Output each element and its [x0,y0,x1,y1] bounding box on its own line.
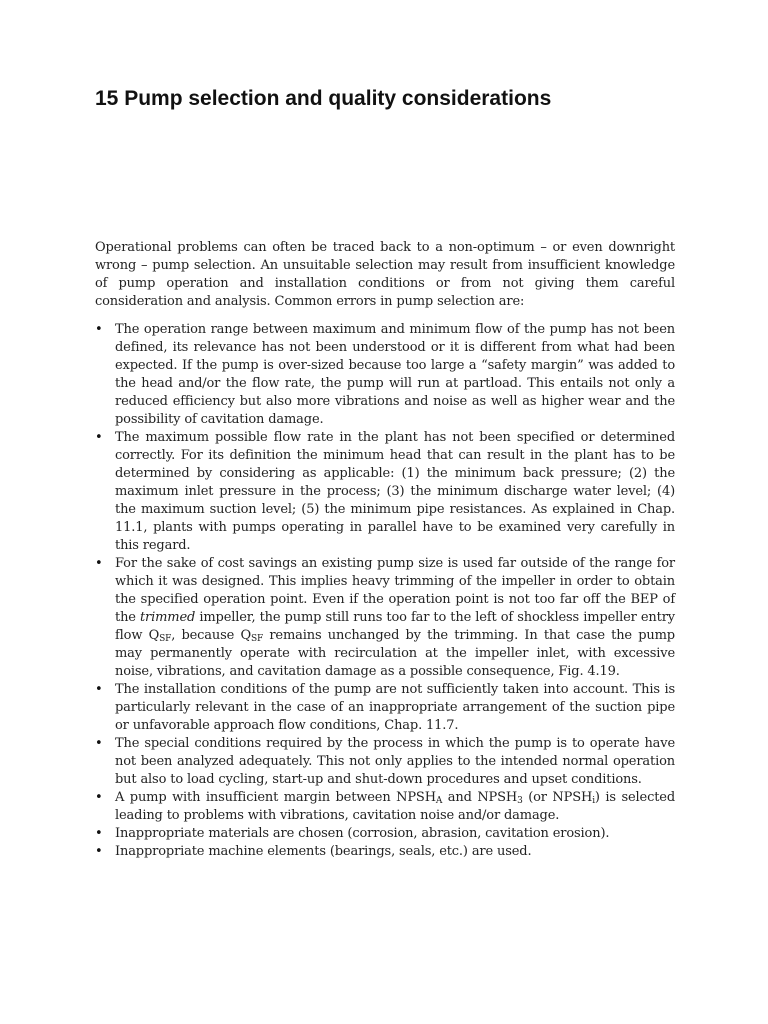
intro-paragraph: Operational problems can often be traced back to a non-optimum – or even downright wrong – pump selection. An unsuitable selection may result from insufficient knowledge of pump operation and installation conditions or from not giving them careful consideration and analysis. Common errors in pump selection are: [95,240,675,309]
subscript: i [592,796,595,806]
list-item-text: remains unchanged by the trimming. In that case the pump may permanently operate with recirculation at the impeller inlet, with excessive noise, vibrations, and cavitation damage as a possible consequence, Fig. 4.19. [115,628,675,679]
subscript: 3 [517,796,523,806]
list-item [95,429,675,555]
list-item [95,789,675,825]
list-item [95,321,675,429]
pump-selection-errors-list [95,321,675,861]
list-item-text: impeller, the pump still runs too far to the left of shockless impeller entry flow Q [115,610,675,643]
list-item-text: The operation range between maximum and minimum flow of the pump has not been defined, its relevance has not been understood or it is different from what had been expected. If the pump is over-sized because too large a “safety margin” was added to the head and/or the flow rate, the pump will run at partload. This entails not only a reduced efficiency but also more vibrations and noise as well as higher wear and the possibility of cavitation damage. [115,322,675,427]
italic-term: trimmed [139,610,196,625]
list-item-text: Inappropriate materials are chosen (corrosion, abrasion, cavitation erosion). [115,826,610,841]
subscript: A [435,796,443,806]
list-item [95,735,675,789]
subscript: SF [159,634,172,644]
list-item-text: , because Q [171,628,251,643]
list-item [95,681,675,735]
list-item [95,843,675,861]
list-item-text: (or NPSH [522,790,593,805]
list-item-text: The maximum possible flow rate in the plant has not been specified or determined correctly. For its definition the minimum head that can result in the plant has to be determined by considering as applicable: (1) the minimum back pressure; (2) the maximum inlet pressure in the process; (3) the minimum discharge water level; (4) the maximum suction level; (5) the minimum pipe resistances. As explained in Chap. 11.1, plants with pumps operating in parallel have to be examined very carefully in this regard. [115,430,675,553]
list-item [95,825,675,843]
list-item-text: The installation conditions of the pump are not sufficiently taken into account. This is particularly relevant in the case of an inappropriate arrangement of the suction pipe or unfavorable approach flow conditions, Chap. 11.7. [115,682,675,733]
list-item-text: and NPSH [442,790,518,805]
list-item-text: The special conditions required by the process in which the pump is to operate have not been analyzed adequately. This not only applies to the intended normal operation but also to load cycling, start-up and shut-down procedures and upset conditions. [115,736,675,787]
chapter-title: 15 Pump selection and quality considerations [95,87,552,110]
subscript: SF [250,634,264,644]
list-item-text: Inappropriate machine elements (bearings, seals, etc.) are used. [115,844,532,859]
list-item-text: For the sake of cost savings an existing pump size is used far outside of the range for which it was designed. This implies heavy trimming of the impeller in order to obtain the specified operation point. Even if the operation point is not too far off the BEP of the [115,556,675,625]
list-item [95,555,675,681]
list-item-text: ) is selected leading to problems with vibrations, cavitation noise and/or damage. [115,790,675,823]
list-item-text: A pump with insufficient margin between NPSH [115,790,436,805]
